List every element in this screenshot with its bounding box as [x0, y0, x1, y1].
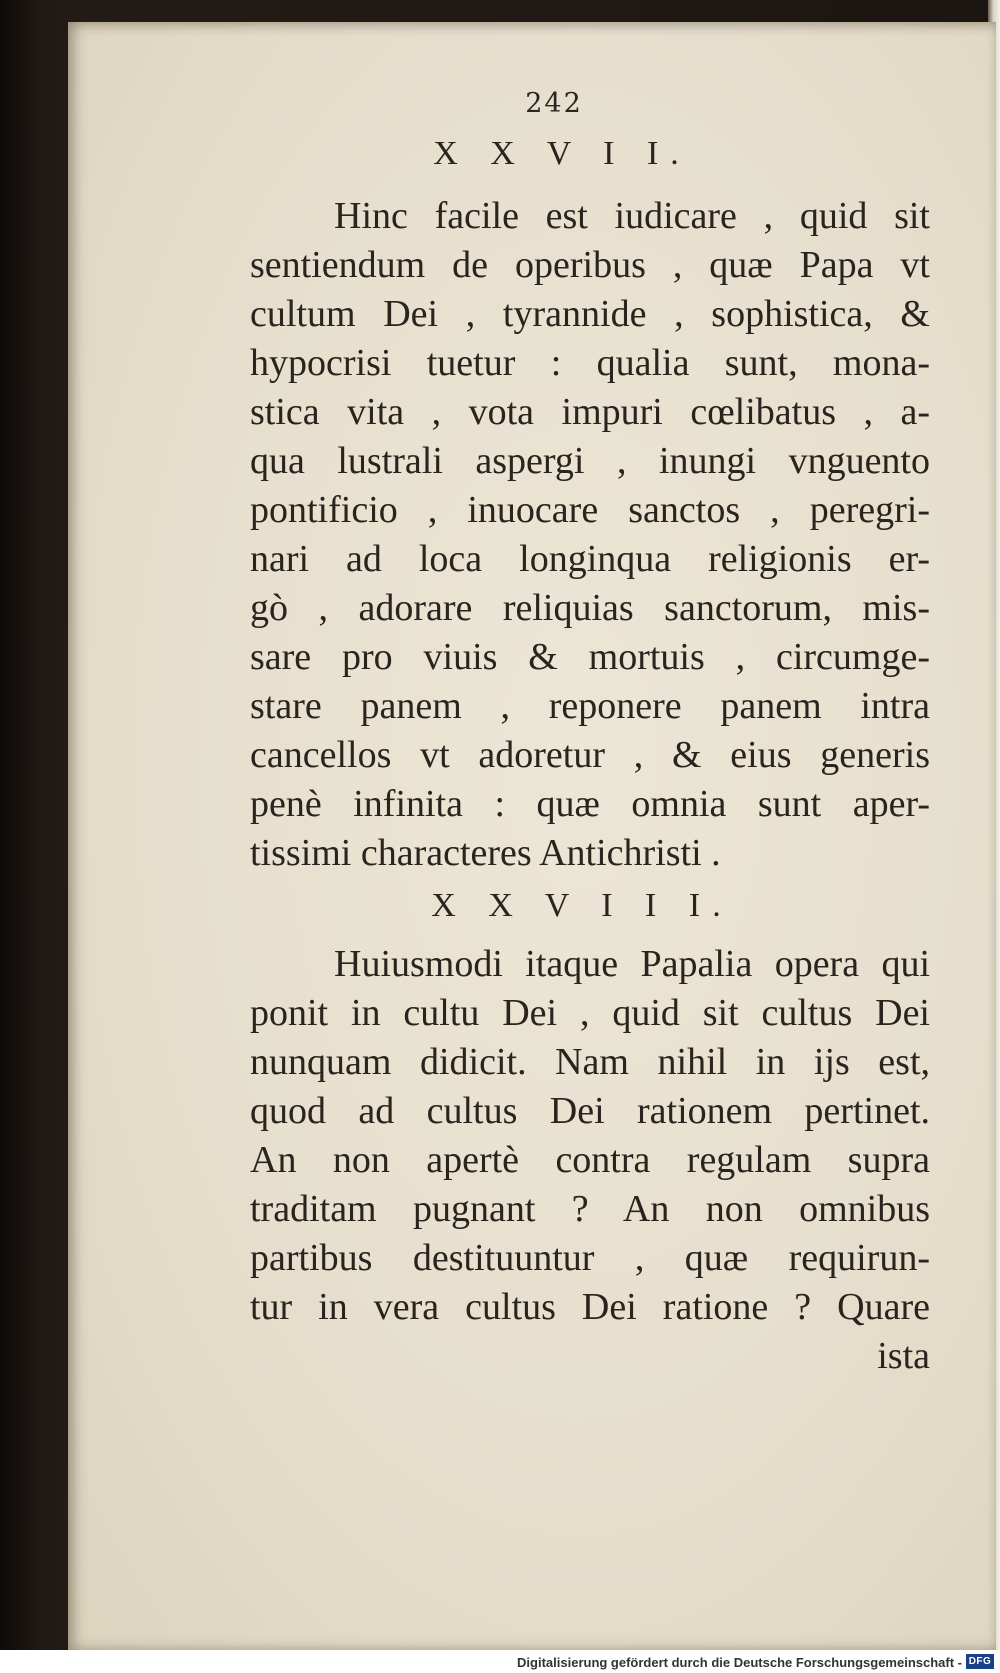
text-line: tissimi characteres Antichristi . [250, 832, 721, 874]
text-line: Huiusmodi itaque Papalia opera qui [334, 943, 930, 985]
section-heading-27: X X V I I. [433, 135, 691, 172]
dfg-logo-icon: DFG [966, 1654, 994, 1669]
text-line: pontificio , inuocare sanctos , peregri- [250, 489, 930, 531]
text-line: tur in vera cultus Dei ratione ? Quare [250, 1286, 930, 1328]
text-line: Hinc facile est iudicare , quid sit [334, 195, 930, 237]
catchword: ista [877, 1335, 930, 1377]
text-line: nari ad loca longinqua religionis er- [250, 538, 930, 580]
text-line: traditam pugnant ? An non omnibus [250, 1188, 930, 1230]
text-line: penè infinita : quæ omnia sunt aper- [250, 783, 930, 825]
funding-credit: Digitalisierung gefördert durch die Deutsche Forschungsgemeinschaft - [517, 1655, 962, 1670]
text-line: ponit in cultu Dei , quid sit cultus Dei [250, 992, 930, 1034]
text-line: hypocrisi tuetur : qualia sunt, mona- [250, 342, 930, 384]
footer-bar [0, 1650, 1000, 1673]
section-body-28 [250, 940, 930, 1381]
section-heading-28: X X V I I I. [431, 887, 733, 924]
text-line: sare pro viuis & mortuis , circumge- [250, 636, 930, 678]
text-line: gò , adorare reliquias sanctorum, mis- [250, 587, 930, 629]
text-line: sentiendum de operibus , quæ Papa vt [250, 244, 930, 286]
text-line: cancellos vt adoretur , & eius generis [250, 734, 930, 776]
section-body-27 [250, 192, 930, 878]
text-line: qua lustrali aspergi , inungi vnguento [250, 440, 930, 482]
text-line: An non apertè contra regulam supra [250, 1139, 930, 1181]
text-line: cultum Dei , tyrannide , sophistica, & [250, 293, 930, 335]
text-line: nunquam didicit. Nam nihil in ijs est, [250, 1041, 930, 1083]
page-number: 242 [525, 88, 583, 119]
text-line: stica vita , vota impuri cœlibatus , a- [250, 391, 930, 433]
text-line: quod ad cultus Dei rationem pertinet. [250, 1090, 930, 1132]
text-line: stare panem , reponere panem intra [250, 685, 930, 727]
text-line: partibus destituuntur , quæ requirun- [250, 1237, 930, 1279]
